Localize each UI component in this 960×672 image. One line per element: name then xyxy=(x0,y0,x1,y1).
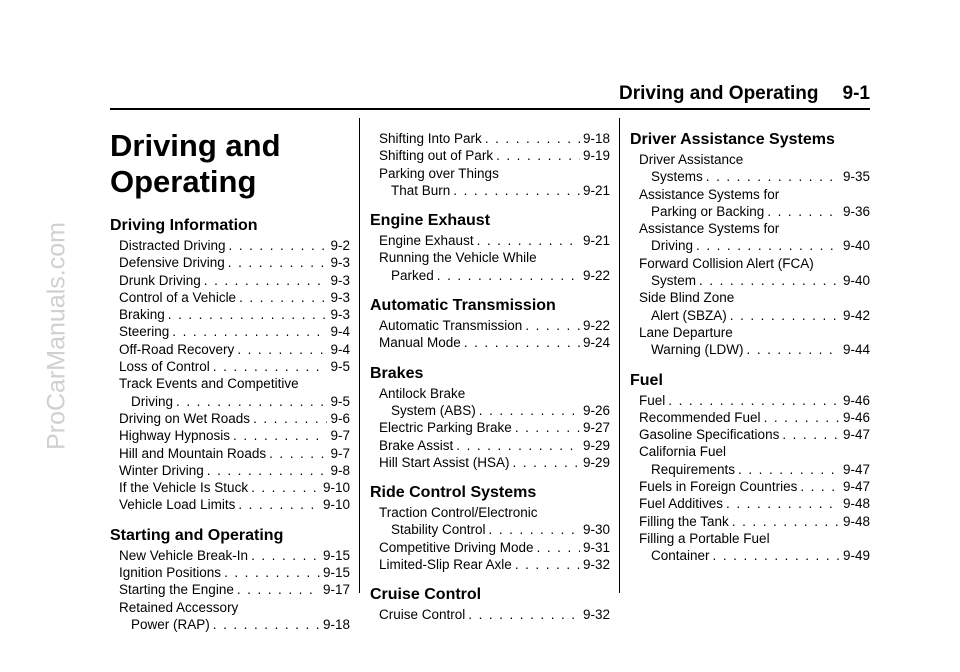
leader-dots xyxy=(229,237,328,254)
watermark: ProCarManuals.com xyxy=(42,222,71,450)
page-number: 9-1 xyxy=(842,83,870,104)
entry-title-continuation xyxy=(379,182,610,199)
leader-dots xyxy=(464,334,580,351)
entry-title-line: Stability Control xyxy=(391,522,486,538)
section-heading: Automatic Transmission xyxy=(370,297,556,315)
leader-dots xyxy=(800,478,840,495)
entry-title: Off-Road Recovery xyxy=(119,341,235,357)
leader-dots xyxy=(699,272,840,289)
toc-entry[interactable] xyxy=(110,358,350,375)
entry-page: 9-42 xyxy=(842,307,870,323)
entry-title-continuation xyxy=(639,547,870,564)
leader-dots xyxy=(525,317,580,334)
toc-entry[interactable] xyxy=(110,445,350,462)
toc-entry[interactable] xyxy=(370,385,610,420)
toc-entry[interactable] xyxy=(110,496,350,513)
toc-entry[interactable] xyxy=(630,478,870,495)
entry-title-line: Assistance Systems for xyxy=(639,221,780,237)
leader-dots xyxy=(253,410,327,427)
entry-title-line: Side Blind Zone xyxy=(639,290,735,306)
leader-dots xyxy=(726,495,840,512)
entry-title-continuation xyxy=(379,402,610,419)
entry-title-line: Driving xyxy=(131,393,174,409)
toc-section xyxy=(370,483,610,573)
toc-column-1 xyxy=(110,128,350,645)
leader-dots xyxy=(706,168,840,185)
leader-dots xyxy=(767,203,840,220)
toc-entry[interactable] xyxy=(630,495,870,512)
header-title: Driving and Operating xyxy=(619,83,819,104)
chapter-title xyxy=(110,128,350,200)
toc-section xyxy=(370,364,610,471)
entry-page: 9-29 xyxy=(582,437,610,453)
toc-entry[interactable] xyxy=(110,479,350,496)
entry-title: Engine Exhaust xyxy=(379,233,474,249)
toc-entry[interactable] xyxy=(370,437,610,454)
entry-title-line: Parking over Things xyxy=(379,165,499,181)
leader-dots xyxy=(251,547,320,564)
toc-section xyxy=(370,585,610,623)
toc-column-2 xyxy=(370,130,610,636)
chapter-title-line: Operating xyxy=(110,164,257,199)
entry-page: 9-40 xyxy=(842,238,870,254)
entry-title: Loss of Control xyxy=(119,359,210,375)
entry-page: 9-21 xyxy=(582,182,610,198)
entry-page: 9-17 xyxy=(322,582,350,598)
toc-entry[interactable] xyxy=(110,599,350,634)
toc-entry[interactable] xyxy=(370,147,610,164)
entry-title-continuation xyxy=(639,341,870,358)
entry-title: Recommended Fuel xyxy=(639,409,761,425)
entry-title-continuation xyxy=(119,393,350,410)
leader-dots xyxy=(237,581,320,598)
header-rule xyxy=(110,108,870,110)
toc-entry[interactable] xyxy=(110,462,350,479)
entry-title-continuation xyxy=(379,521,610,538)
entry-page: 9-47 xyxy=(842,427,870,443)
page-header xyxy=(619,83,870,105)
toc-entry[interactable] xyxy=(370,249,610,284)
toc-sections xyxy=(630,130,870,565)
leader-dots xyxy=(747,341,840,358)
toc-entry[interactable] xyxy=(630,426,870,443)
entry-title-line: Track Events and Competitive xyxy=(119,376,299,392)
toc-entry[interactable] xyxy=(370,334,610,351)
leader-dots xyxy=(176,393,327,410)
entry-page: 9-32 xyxy=(582,607,610,623)
entry-page: 9-7 xyxy=(330,428,350,444)
leader-dots xyxy=(453,182,580,199)
toc-entry[interactable] xyxy=(370,539,610,556)
entry-title: Vehicle Load Limits xyxy=(119,497,236,513)
entry-page: 9-46 xyxy=(842,392,870,408)
entry-title: Gasoline Specifications xyxy=(639,427,780,443)
leader-dots xyxy=(238,496,320,513)
toc-column-3 xyxy=(630,130,870,577)
section-heading: Brakes xyxy=(370,364,424,382)
entry-title: Hill Start Assist (HSA) xyxy=(379,454,510,470)
entry-title: New Vehicle Break-In xyxy=(119,547,249,563)
entry-page: 9-29 xyxy=(582,454,610,470)
entry-title: Drunk Driving xyxy=(119,272,201,288)
column-divider xyxy=(359,118,360,593)
leader-dots xyxy=(437,267,580,284)
leader-dots xyxy=(456,437,580,454)
leader-dots xyxy=(237,341,327,358)
entry-page: 9-31 xyxy=(582,539,610,555)
toc-section xyxy=(110,526,350,633)
toc-entry[interactable] xyxy=(630,186,870,221)
leader-dots xyxy=(764,409,840,426)
entry-title-line: Container xyxy=(651,548,710,564)
chapter-title-line: Driving and xyxy=(110,128,281,163)
leader-dots xyxy=(782,426,840,443)
toc-entry[interactable] xyxy=(630,443,870,478)
leader-dots xyxy=(239,289,327,306)
toc-entry[interactable] xyxy=(110,581,350,598)
entry-title-line: Requirements xyxy=(651,461,736,477)
entry-page: 9-8 xyxy=(330,462,350,478)
entry-page: 9-10 xyxy=(322,480,350,496)
entry-title: Starting the Engine xyxy=(119,582,234,598)
leader-dots xyxy=(515,419,580,436)
toc-entry[interactable] xyxy=(110,427,350,444)
entry-page: 9-10 xyxy=(322,497,350,513)
leader-dots xyxy=(489,521,580,538)
entry-title-line: California Fuel xyxy=(639,444,727,460)
entry-title-line: Forward Collision Alert (FCA) xyxy=(639,255,814,271)
entry-page: 9-40 xyxy=(842,273,870,289)
entry-title-line: System (ABS) xyxy=(391,402,476,418)
toc-entry[interactable] xyxy=(630,530,870,565)
leader-dots xyxy=(224,564,320,581)
toc-entry[interactable] xyxy=(370,419,610,436)
section-heading: Driver Assistance Systems xyxy=(630,131,835,148)
toc-entry[interactable] xyxy=(370,556,610,573)
entry-page: 9-36 xyxy=(842,203,870,219)
entry-title: Shifting out of Park xyxy=(379,148,494,164)
toc-entry[interactable] xyxy=(110,272,350,289)
entry-title-line: Systems xyxy=(651,169,703,185)
toc-entry[interactable] xyxy=(110,564,350,581)
entry-title: Braking xyxy=(119,307,165,323)
toc-entry[interactable] xyxy=(110,289,350,306)
toc-entry[interactable] xyxy=(110,410,350,427)
entry-title: Limited-Slip Rear Axle xyxy=(379,557,512,573)
toc-section xyxy=(630,130,870,359)
entry-title-continuation xyxy=(639,237,870,254)
entry-page: 9-5 xyxy=(330,359,350,375)
toc-entry[interactable] xyxy=(370,317,610,334)
entry-title: Control of a Vehicle xyxy=(119,289,237,305)
entry-title: Cruise Control xyxy=(379,607,466,623)
entry-title-line: Parked xyxy=(391,267,434,283)
toc-entry[interactable] xyxy=(370,165,610,200)
toc-section xyxy=(370,296,610,352)
entry-title: Defensive Driving xyxy=(119,255,225,271)
entry-page: 9-21 xyxy=(582,233,610,249)
entry-title-continuation xyxy=(639,307,870,324)
entry-title-line: That Burn xyxy=(391,182,451,198)
entry-title-line: Warning (LDW) xyxy=(651,342,744,358)
entry-page: 9-47 xyxy=(842,461,870,477)
leader-dots xyxy=(479,402,580,419)
leader-dots xyxy=(730,307,840,324)
toc-entry[interactable] xyxy=(370,232,610,249)
section-heading: Engine Exhaust xyxy=(370,212,491,230)
section-heading: Starting and Operating xyxy=(110,526,284,544)
entry-page: 9-3 xyxy=(330,272,350,288)
leader-dots xyxy=(496,147,580,164)
leader-dots xyxy=(668,392,840,409)
entry-title: Fuel Additives xyxy=(639,496,724,512)
entry-title-line: Retained Accessory xyxy=(119,599,239,615)
entry-page: 9-15 xyxy=(322,565,350,581)
section-heading: Driving Information xyxy=(110,217,258,234)
toc-section xyxy=(630,371,870,565)
entry-title: Automatic Transmission xyxy=(379,318,523,334)
entry-title: Electric Parking Brake xyxy=(379,420,512,436)
leader-dots xyxy=(738,461,840,478)
toc-entry[interactable] xyxy=(110,547,350,564)
entry-page: 9-2 xyxy=(330,238,350,253)
leader-dots xyxy=(204,272,328,289)
entry-title: Brake Assist xyxy=(379,437,454,453)
toc-entry[interactable] xyxy=(630,324,870,359)
entry-title: Fuel xyxy=(639,392,666,408)
toc-entry[interactable] xyxy=(630,220,870,255)
leader-dots xyxy=(168,306,328,323)
entry-page: 9-7 xyxy=(330,445,350,461)
entry-title: Highway Hypnosis xyxy=(119,428,231,444)
entry-title-continuation xyxy=(639,203,870,220)
entry-page: 9-46 xyxy=(842,409,870,425)
toc-entry[interactable] xyxy=(110,323,350,340)
entry-title: Winter Driving xyxy=(119,462,204,478)
toc-section xyxy=(370,130,610,199)
toc-sections xyxy=(110,216,350,633)
entry-page: 9-44 xyxy=(842,342,870,358)
toc-section xyxy=(370,211,610,284)
section-heading: Fuel xyxy=(630,371,663,389)
entry-title-continuation xyxy=(639,168,870,185)
entry-title-line: Filling a Portable Fuel xyxy=(639,530,770,546)
entry-title: Competitive Driving Mode xyxy=(379,539,534,555)
toc-entry[interactable] xyxy=(630,255,870,290)
entry-title-continuation xyxy=(379,267,610,284)
entry-title-line: Antilock Brake xyxy=(379,385,466,401)
entry-page: 9-22 xyxy=(582,318,610,334)
entry-title-line: Traction Control/Electronic xyxy=(379,505,538,521)
entry-page: 9-3 xyxy=(330,307,350,323)
entry-page: 9-3 xyxy=(330,255,350,271)
entry-title: Manual Mode xyxy=(379,335,461,351)
leader-dots xyxy=(696,237,840,254)
entry-page: 9-49 xyxy=(842,548,870,564)
leader-dots xyxy=(228,254,328,271)
leader-dots xyxy=(537,539,580,556)
toc-entry[interactable] xyxy=(370,454,610,471)
leader-dots xyxy=(477,232,580,249)
toc-entry[interactable] xyxy=(110,306,350,323)
leader-dots xyxy=(233,427,327,444)
toc-entry[interactable] xyxy=(110,375,350,410)
entry-title-line: Running the Vehicle While xyxy=(379,250,537,266)
entry-page: 9-18 xyxy=(582,131,610,146)
entry-page: 9-3 xyxy=(330,289,350,305)
leader-dots xyxy=(485,130,580,147)
entry-page: 9-6 xyxy=(330,410,350,426)
entry-title-continuation xyxy=(639,272,870,289)
leader-dots xyxy=(515,556,580,573)
section-heading: Cruise Control xyxy=(370,586,482,604)
entry-title-line: Driving xyxy=(651,238,694,254)
leader-dots xyxy=(468,606,580,623)
entry-page: 9-19 xyxy=(582,148,610,164)
entry-page: 9-32 xyxy=(582,557,610,573)
toc-entry[interactable] xyxy=(110,237,350,254)
entry-page: 9-48 xyxy=(842,513,870,529)
entry-title: If the Vehicle Is Stuck xyxy=(119,480,249,496)
entry-title: Ignition Positions xyxy=(119,565,222,581)
leader-dots xyxy=(172,323,327,340)
entry-page: 9-24 xyxy=(582,335,610,351)
entry-title-line: System xyxy=(651,273,697,289)
entry-page: 9-27 xyxy=(582,420,610,436)
entry-page: 9-47 xyxy=(842,479,870,495)
toc-entry[interactable] xyxy=(630,289,870,324)
leader-dots xyxy=(713,547,840,564)
toc-entry[interactable] xyxy=(630,409,870,426)
entry-page: 9-22 xyxy=(582,267,610,283)
leader-dots xyxy=(213,616,320,633)
entry-page: 9-4 xyxy=(330,324,350,340)
entry-page: 9-5 xyxy=(330,393,350,409)
entry-title-line: Power (RAP) xyxy=(131,616,210,632)
entry-title-line: Driver Assistance xyxy=(639,152,744,167)
entry-title: Distracted Driving xyxy=(119,238,226,253)
toc-entry[interactable] xyxy=(370,130,610,147)
leader-dots xyxy=(207,462,328,479)
leader-dots xyxy=(251,479,320,496)
toc-entry[interactable] xyxy=(370,606,610,623)
entry-title: Driving on Wet Roads xyxy=(119,410,251,426)
toc-entry[interactable] xyxy=(110,341,350,358)
leader-dots xyxy=(269,445,327,462)
entry-title: Shifting Into Park xyxy=(379,131,482,146)
entry-title-line: Alert (SBZA) xyxy=(651,307,727,323)
entry-page: 9-4 xyxy=(330,341,350,357)
entry-title: Fuels in Foreign Countries xyxy=(639,479,798,495)
toc-entry[interactable] xyxy=(630,392,870,409)
leader-dots xyxy=(213,358,328,375)
entry-page: 9-26 xyxy=(582,402,610,418)
entry-title: Filling the Tank xyxy=(639,513,729,529)
toc-entry[interactable] xyxy=(370,504,610,539)
toc-entry[interactable] xyxy=(110,254,350,271)
section-heading: Ride Control Systems xyxy=(370,484,537,502)
entry-page: 9-18 xyxy=(322,616,350,632)
toc-section xyxy=(110,216,350,514)
toc-entry[interactable] xyxy=(630,151,870,186)
column-divider xyxy=(619,118,620,593)
entry-page: 9-30 xyxy=(582,522,610,538)
entry-title-line: Parking or Backing xyxy=(651,203,765,219)
entry-title-line: Lane Departure xyxy=(639,324,733,340)
entry-title-continuation xyxy=(119,616,350,633)
leader-dots xyxy=(732,513,840,530)
leader-dots xyxy=(513,454,580,471)
entry-page: 9-35 xyxy=(842,169,870,185)
entry-page: 9-15 xyxy=(322,547,350,563)
toc-entry[interactable] xyxy=(630,513,870,530)
entry-title-line: Assistance Systems for xyxy=(639,186,780,202)
entry-title: Steering xyxy=(119,324,170,340)
entry-page: 9-48 xyxy=(842,496,870,512)
entry-title-continuation xyxy=(639,461,870,478)
entry-title: Hill and Mountain Roads xyxy=(119,445,267,461)
toc-sections xyxy=(370,130,610,624)
